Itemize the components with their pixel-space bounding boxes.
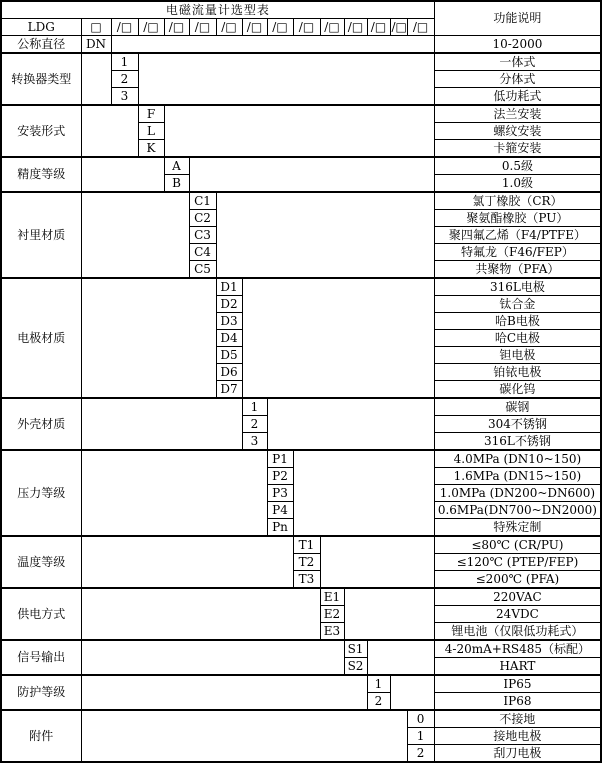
- model-slot: /□: [111, 19, 138, 36]
- spacer-cell: [81, 710, 407, 762]
- option-code: A: [164, 157, 189, 175]
- option-desc: 哈B电极: [434, 313, 601, 330]
- option-desc: 氯丁橡胶（CR）: [434, 192, 601, 210]
- option-desc: 1.0MPa (DN200~DN600): [434, 485, 601, 502]
- option-desc: 锂电池（仅限低功耗式）: [434, 623, 601, 641]
- option-desc: ≤120℃ (PTEP/FEP): [434, 554, 601, 571]
- option-desc: 4-20mA+RS485（标配）: [434, 640, 601, 658]
- category-label: 信号输出: [1, 640, 81, 675]
- spacer-cell: [81, 588, 320, 640]
- model-slot: /□: [293, 19, 320, 36]
- option-code: 1: [407, 728, 434, 745]
- option-desc: 共聚物（PFA）: [434, 261, 601, 279]
- option-code: 1: [242, 398, 267, 416]
- spacer-cell: [81, 640, 344, 675]
- option-desc: ≤80℃ (CR/PU): [434, 536, 601, 554]
- option-code: D7: [216, 381, 242, 399]
- option-code: P1: [267, 450, 293, 468]
- option-code: 1: [111, 53, 138, 71]
- option-code: Pn: [267, 519, 293, 537]
- option-desc: 碳化钨: [434, 381, 601, 399]
- spacer-cell: [164, 105, 434, 157]
- spacer-cell: [81, 157, 164, 192]
- category-label: 电极材质: [1, 278, 81, 398]
- model-slot: /□: [189, 19, 216, 36]
- spacer-cell: [81, 536, 293, 588]
- spacer-cell: [367, 640, 434, 675]
- option-desc: 1.6MPa (DN15~150): [434, 468, 601, 485]
- option-code: E3: [320, 623, 344, 641]
- category-label: 外壳材质: [1, 398, 81, 450]
- spacer-cell: [344, 588, 434, 640]
- model-slot: /□: [164, 19, 189, 36]
- option-desc: 316L电极: [434, 278, 601, 296]
- option-desc: 316L不锈钢: [434, 433, 601, 451]
- option-desc: 钛合金: [434, 296, 601, 313]
- spacer-cell: [81, 105, 138, 157]
- model-slot: /□: [242, 19, 267, 36]
- option-code: 3: [242, 433, 267, 451]
- option-desc: 220VAC: [434, 588, 601, 606]
- option-desc: 聚氨酯橡胶（PU）: [434, 210, 601, 227]
- option-code: D1: [216, 278, 242, 296]
- category-label: 压力等级: [1, 450, 81, 536]
- option-desc: 0.5级: [434, 157, 601, 175]
- category-label: 转换器类型: [1, 53, 81, 105]
- spacer-cell: [138, 53, 434, 105]
- model-slot: /□: [367, 19, 390, 36]
- option-code: 0: [407, 710, 434, 728]
- option-desc: 螺纹安装: [434, 123, 601, 140]
- spacer-cell: [189, 157, 434, 192]
- option-desc: 铂铱电极: [434, 364, 601, 381]
- option-code: P3: [267, 485, 293, 502]
- category-label: 精度等级: [1, 157, 81, 192]
- option-code: D5: [216, 347, 242, 364]
- option-code: DN: [81, 36, 111, 54]
- spacer-cell: [293, 450, 434, 536]
- option-code: T1: [293, 536, 320, 554]
- option-code: 3: [111, 88, 138, 106]
- option-desc: 4.0MPa (DN10~150): [434, 450, 601, 468]
- spacer-cell: [216, 192, 434, 278]
- option-desc: 10-2000: [434, 36, 601, 54]
- model-slot: /□: [216, 19, 242, 36]
- category-label: 附件: [1, 710, 81, 762]
- spacer-cell: [81, 278, 216, 398]
- option-code: 2: [242, 416, 267, 433]
- option-code: E1: [320, 588, 344, 606]
- category-label: 衬里材质: [1, 192, 81, 278]
- option-desc: 不接地: [434, 710, 601, 728]
- option-desc: IP65: [434, 675, 601, 693]
- spacer-cell: [390, 675, 434, 710]
- category-label: 防护等级: [1, 675, 81, 710]
- option-desc: 24VDC: [434, 606, 601, 623]
- option-code: 2: [367, 693, 390, 711]
- spacer-cell: [81, 450, 267, 536]
- option-code: 1: [367, 675, 390, 693]
- category-label: 公称直径: [1, 36, 81, 54]
- model-prefix: LDG: [1, 19, 81, 36]
- option-code: D6: [216, 364, 242, 381]
- option-code: T3: [293, 571, 320, 589]
- model-slot: /□: [267, 19, 293, 36]
- option-desc: ≤200℃ (PFA): [434, 571, 601, 589]
- spacer-cell: [320, 536, 434, 588]
- option-code: S2: [344, 658, 367, 676]
- option-desc: 钽电极: [434, 347, 601, 364]
- option-code: F: [138, 105, 164, 123]
- option-code: 2: [111, 71, 138, 88]
- option-code: C5: [189, 261, 216, 279]
- option-code: T2: [293, 554, 320, 571]
- function-column-header: 功能说明: [434, 1, 601, 36]
- option-desc: 接地电极: [434, 728, 601, 745]
- model-slot: /□: [320, 19, 344, 36]
- option-code: C2: [189, 210, 216, 227]
- option-code: 2: [407, 745, 434, 763]
- option-desc: 特殊定制: [434, 519, 601, 537]
- spacer-cell: [111, 36, 434, 54]
- option-code: C3: [189, 227, 216, 244]
- spacer-cell: [267, 398, 434, 450]
- option-desc: 304不锈钢: [434, 416, 601, 433]
- table-title: 电磁流量计选型表: [1, 1, 434, 19]
- option-desc: 法兰安装: [434, 105, 601, 123]
- category-label: 安装形式: [1, 105, 81, 157]
- option-desc: 一体式: [434, 53, 601, 71]
- model-slot: /□: [344, 19, 367, 36]
- option-desc: 1.0级: [434, 175, 601, 193]
- category-label: 供电方式: [1, 588, 81, 640]
- option-desc: 哈C电极: [434, 330, 601, 347]
- option-code: B: [164, 175, 189, 193]
- spacer-cell: [81, 192, 189, 278]
- option-code: D2: [216, 296, 242, 313]
- option-code: E2: [320, 606, 344, 623]
- option-desc: 分体式: [434, 71, 601, 88]
- option-desc: 特氟龙（F46/FEP）: [434, 244, 601, 261]
- option-code: D3: [216, 313, 242, 330]
- option-code: P2: [267, 468, 293, 485]
- option-code: P4: [267, 502, 293, 519]
- option-desc: 卡箍安装: [434, 140, 601, 158]
- spacer-cell: [81, 398, 242, 450]
- option-code: L: [138, 123, 164, 140]
- option-desc: 聚四氟乙烯（F4/PTFE）: [434, 227, 601, 244]
- model-slot: /□: [391, 19, 407, 34]
- spacer-cell: [81, 675, 367, 710]
- spacer-cell: [242, 278, 434, 398]
- model-slot: /□: [138, 19, 164, 36]
- model-box: □: [81, 19, 111, 36]
- option-desc: 0.6MPa(DN700~DN2000): [434, 502, 601, 519]
- spacer-cell: [81, 53, 111, 105]
- option-code: C1: [189, 192, 216, 210]
- option-desc: HART: [434, 658, 601, 676]
- option-desc: 碳钢: [434, 398, 601, 416]
- option-code: K: [138, 140, 164, 158]
- model-slot: /□: [407, 19, 434, 36]
- option-code: C4: [189, 244, 216, 261]
- option-desc: IP68: [434, 693, 601, 711]
- option-desc: 刮刀电极: [434, 745, 601, 763]
- category-label: 温度等级: [1, 536, 81, 588]
- option-code: S1: [344, 640, 367, 658]
- option-desc: 低功耗式: [434, 88, 601, 106]
- option-code: D4: [216, 330, 242, 347]
